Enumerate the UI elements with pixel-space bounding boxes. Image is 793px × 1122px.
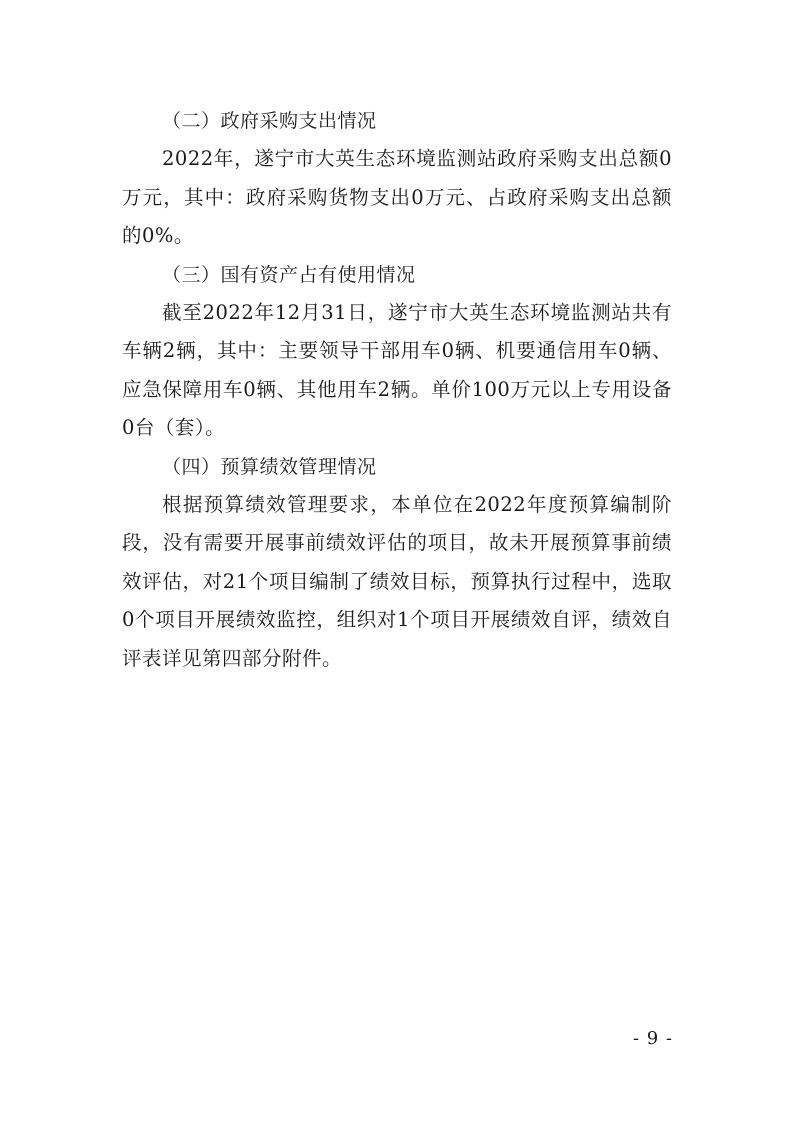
paragraph-state-assets: 截至2022年12月31日，遂宁市大英生态环境监测站共有车辆2辆，其中：主要领导干部用车0辆、机要通信用车0辆、应急保障用车0辆、其他用车2辆。单价100万元以上专用设备0台（套）。 [122, 300, 672, 439]
section-heading-government-procurement: （二）政府采购支出情况 [162, 110, 377, 132]
paragraph-performance-management: 根据预算绩效管理要求，本单位在2022年度预算编制阶段，没有需要开展事前绩效评估的项目，故未开展预算事前绩效评估，对21个项目编制了绩效目标，预算执行过程中，选取0个项目开展绩效监控，组织对1个项目开展绩效自评，绩效自评表详见第四部分附件。 [122, 492, 672, 670]
document-body [122, 102, 672, 678]
section-heading-performance-management: （四）预算绩效管理情况 [162, 455, 377, 478]
page-number: - 9 - [632, 1028, 673, 1049]
paragraph-government-procurement: 2022年，遂宁市大英生态环境监测站政府采购支出总额0万元，其中：政府采购货物支出0万元、占政府采购支出总额的0%。 [122, 147, 672, 247]
section-heading-state-assets: （三）国有资产占有使用情况 [162, 263, 416, 286]
